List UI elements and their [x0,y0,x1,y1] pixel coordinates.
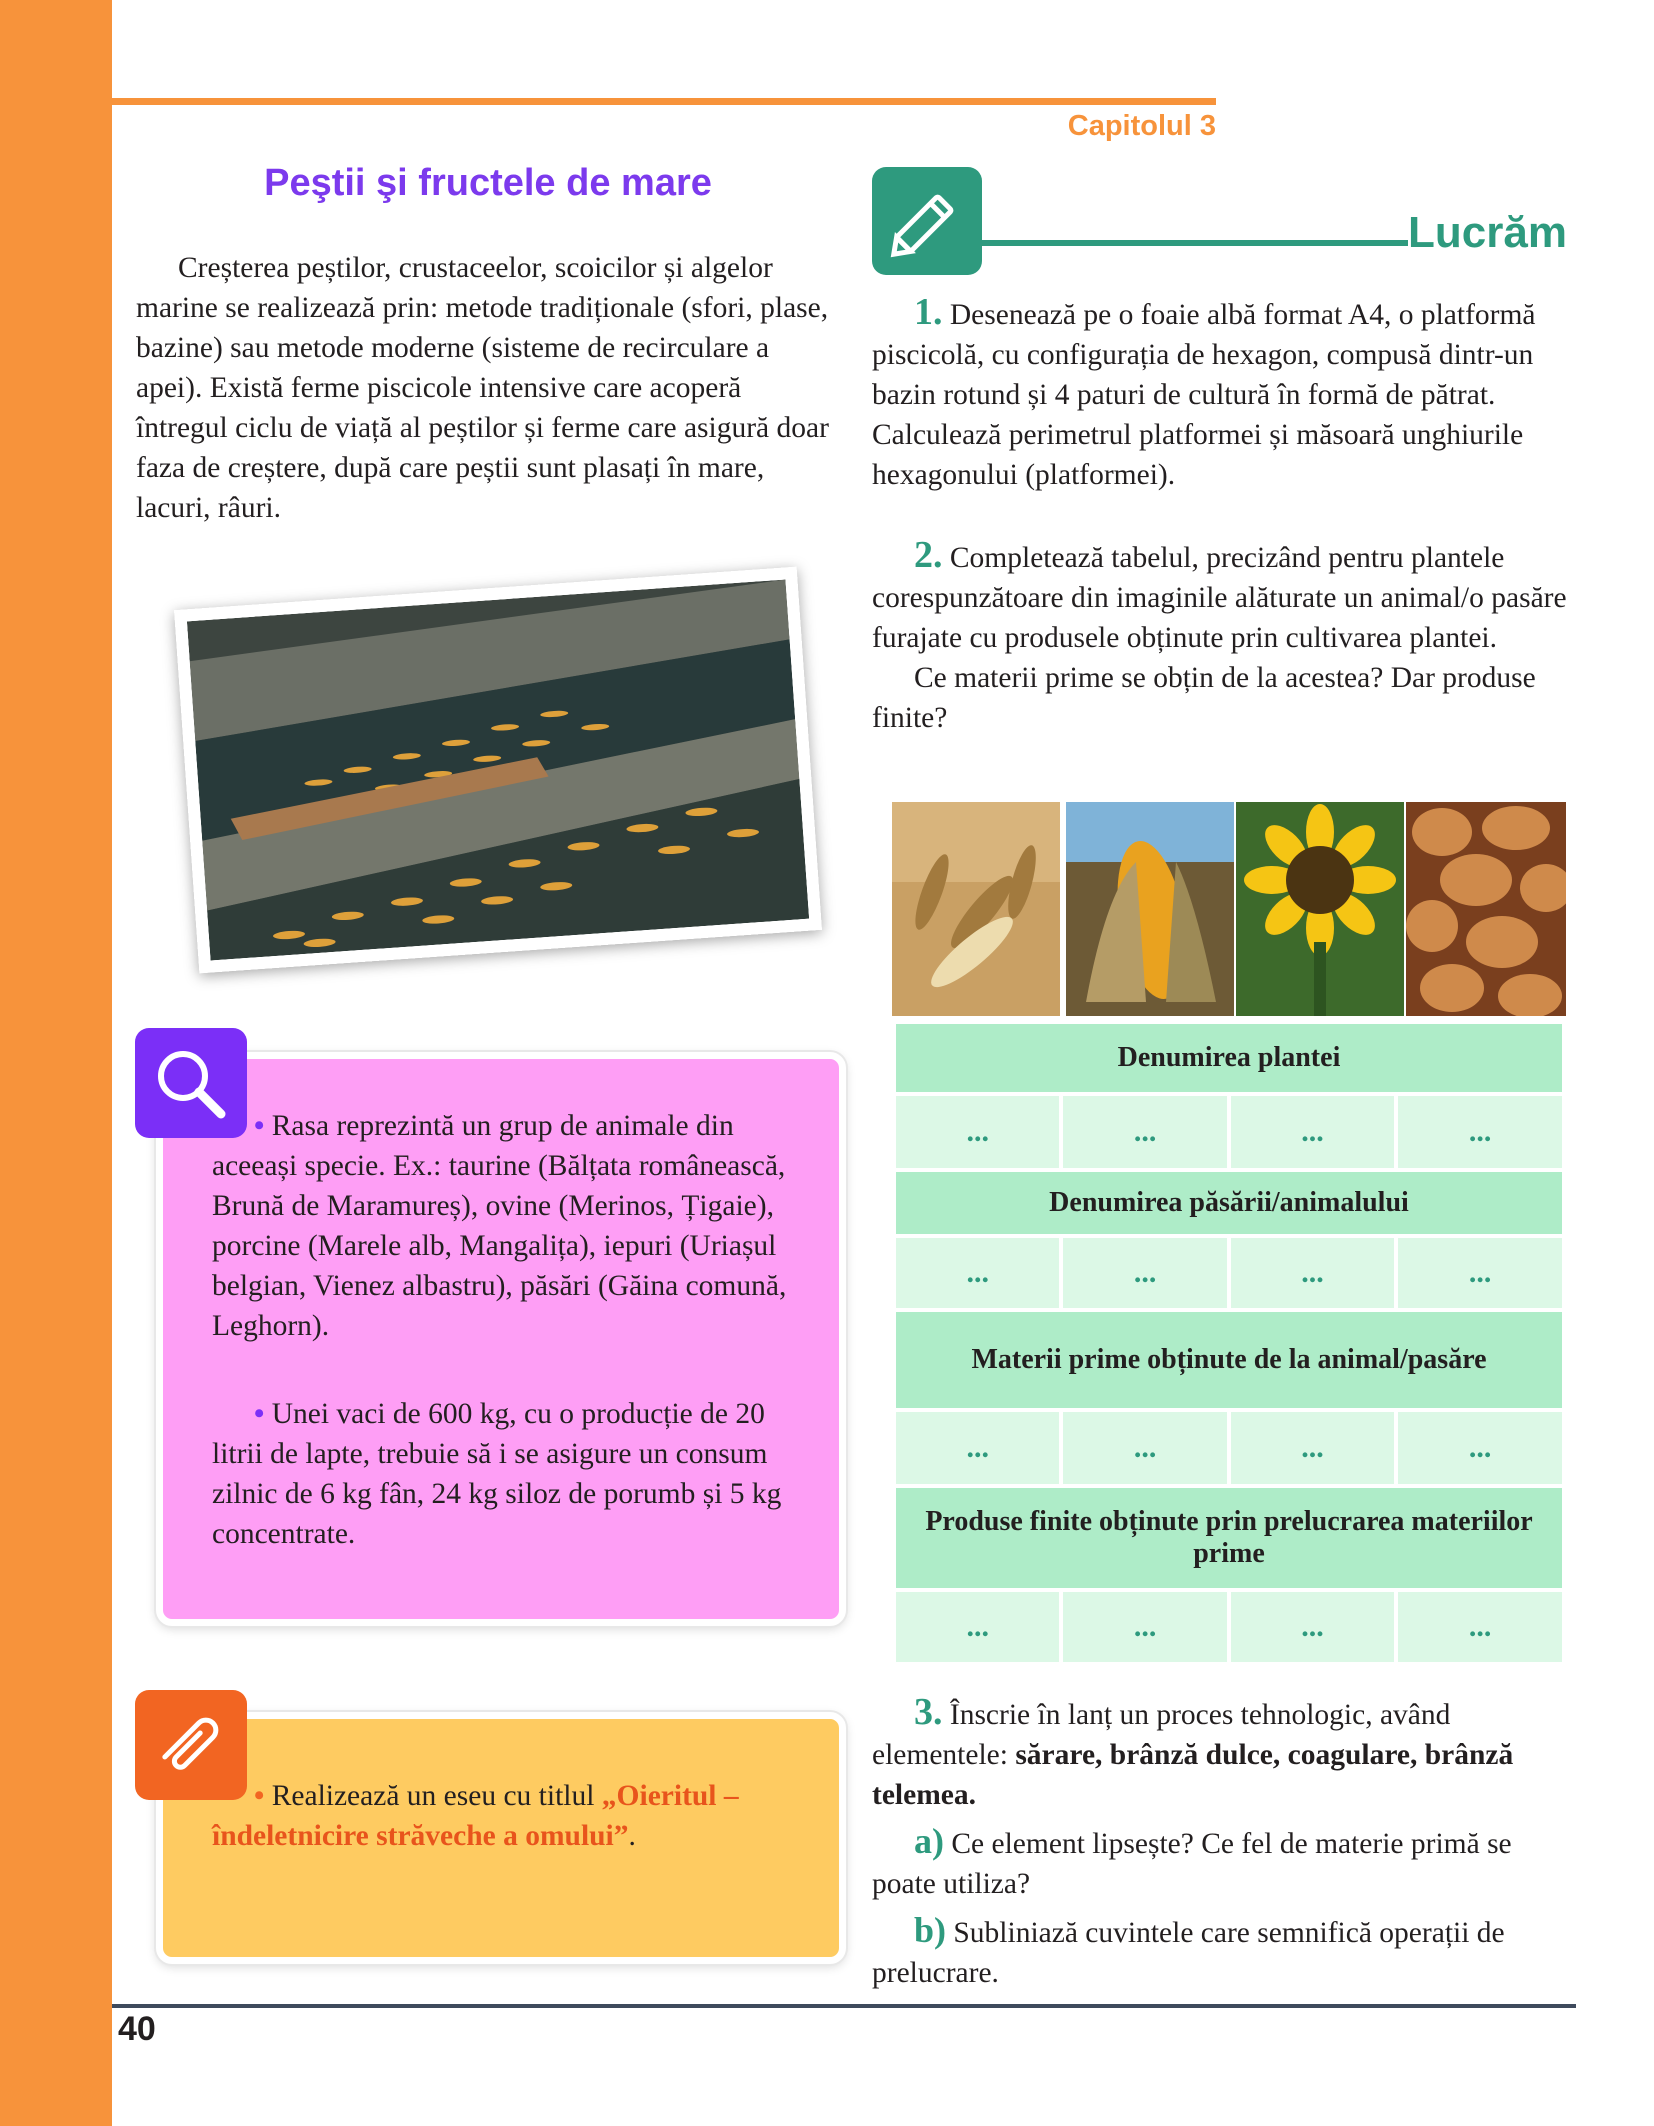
intro-text: Creșterea peștilor, crustaceelor, scoicilor și algelor marine se realizează prin: metode tradiționale (sfori, plase, bazine) sau metode moderne (sisteme de recirculare a apei). Există ferme piscicole intensive care acoperă întregul ciclu de viață al peștilor și ferme care asigură doar faza de creștere, după care peștii sunt plasați în mare, lacuri, râuri. [136,252,829,524]
fish-farm-photo [174,567,822,974]
bullet-icon: • [254,1780,265,1812]
task-2-question: Ce materii prime se obțin de la acestea? Dar produse finite? [872,662,1536,734]
task-3 [872,1692,1572,1993]
corn-photo [1066,802,1234,1016]
lucram-rule [982,240,1408,246]
task-2-number: 2. [914,534,943,576]
essay-title: „Oieritul – îndeletnicire străveche a omului” [212,1780,739,1852]
answer-cell[interactable]: ... [1063,1592,1226,1662]
answer-cell[interactable]: ... [1231,1412,1394,1484]
answer-cell[interactable]: ... [896,1592,1059,1662]
sunflower-photo [1236,802,1404,1016]
header-animal-name: Denumirea păsării/animalului [896,1172,1562,1234]
answer-cell[interactable]: ... [1231,1592,1394,1662]
info-bullet-2: Unei vaci de 600 kg, cu o producție de 20 litrii de lapte, trebuie să i se asigure un consum zilnic de 6 kg fân, 24 kg siloz de porumb și 5 kg concentrate. [212,1398,782,1550]
task-2-text: Completează tabelul, precizând pentru plantele corespunzătoare din imaginile alăturate un animal/o pasăre furajate cu produsele obținute prin cultivarea plantei. [872,542,1567,654]
task-3b-text: Subliniază cuvintele care semnifică operații de prelucrare. [872,1917,1505,1989]
task-3-number: 3. [914,1691,943,1733]
bottom-rule [112,2004,1576,2008]
section-title: Peştii şi fructele de mare [264,162,712,204]
answer-cell[interactable]: ... [896,1238,1059,1308]
answer-cell[interactable]: ... [896,1412,1059,1484]
pencil-icon [872,167,982,275]
potato-photo [1406,802,1566,1016]
plants-table [892,1020,1566,1666]
answer-cell[interactable]: ... [1398,1412,1562,1484]
lucram-title: Lucrăm [1408,208,1567,257]
top-rule [112,98,1216,105]
info-bullet-1: Rasa reprezintă un grup de animale din aceeași specie. Ex.: taurine (Bălțata românească, Brună de Maramureș), ovine (Merinos, Țigaie), porcine (Marele alb, Mangalița), iepuri (Uriașul belgian, Vienez albastru), păsări (Găina comună, Leghorn). [212,1110,787,1342]
answer-cell[interactable]: ... [1398,1238,1562,1308]
task-3b-label: b) [914,1910,947,1950]
answer-cell[interactable]: ... [896,1096,1059,1168]
task-1-text: Desenează pe o foaie albă format A4, o platformă piscicolă, cu configurația de hexagon, compusă dintr-un bazin rotund și 4 paturi de cultură în formă de pătrat. Calculează perimetrul platformei și măsoară unghiurile hexagonului (platformei). [872,299,1536,491]
tasks-1-2 [872,292,1572,738]
info-text [212,1106,812,1554]
task-2 [872,535,1572,738]
task-3-elements: sărare, brânză dulce, coagulare, brânză telemea. [872,1739,1514,1811]
fish-farm-illustration [187,579,809,960]
header-raw-materials: Materii prime obținute de la animal/pasăre [896,1312,1562,1408]
essay-text [212,1776,812,1856]
essay-tail: . [628,1820,636,1852]
side-stripe [0,0,112,2126]
page-number: 40 [118,2010,156,2048]
answer-cell[interactable]: ... [1063,1412,1226,1484]
chapter-label: Capitolul 3 [1067,110,1216,142]
task-3a-label: a) [914,1821,944,1861]
task-3-text: Înscrie în lanț un proces tehnologic, având elementele: [872,1699,1451,1771]
task-1 [872,292,1572,495]
answer-cell[interactable]: ... [1398,1592,1562,1662]
header-plant-name: Denumirea plantei [896,1024,1562,1092]
answer-cell[interactable]: ... [1231,1238,1394,1308]
task-1-number: 1. [914,291,943,333]
intro-paragraph [136,248,838,528]
header-finished-products: Produse finite obținute prin prelucrarea materiilor prime [896,1488,1562,1588]
bullet-icon: • [254,1110,265,1142]
task-3a-text: Ce element lipsește? Ce fel de materie primă se poate utiliza? [872,1828,1512,1900]
essay-lead: Realizează un eseu cu titlul [271,1780,595,1812]
answer-cell[interactable]: ... [1063,1096,1226,1168]
bullet-icon: • [254,1398,265,1430]
answer-cell[interactable]: ... [1398,1096,1562,1168]
wheat-photo [892,802,1060,1016]
answer-cell[interactable]: ... [1231,1096,1394,1168]
answer-cell[interactable]: ... [1063,1238,1226,1308]
